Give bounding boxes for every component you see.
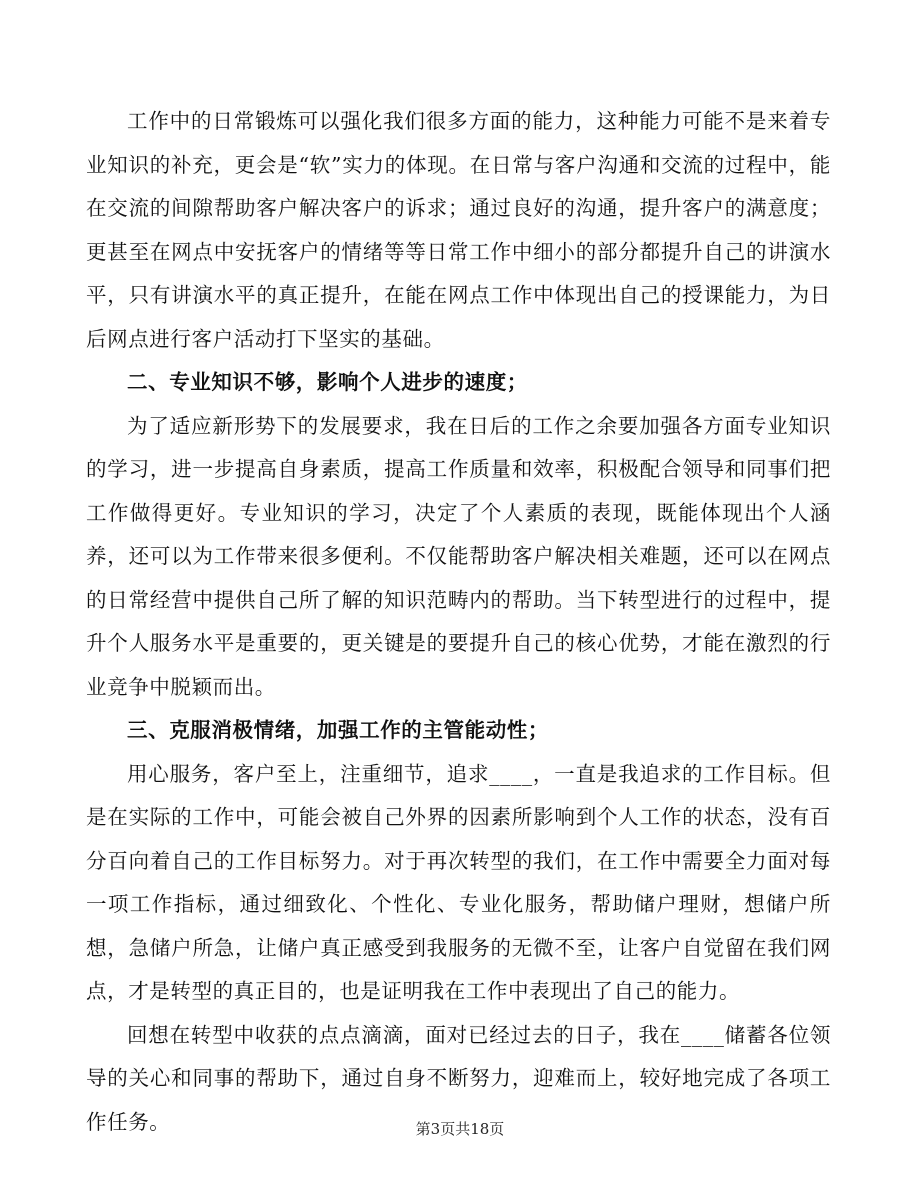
paragraph-reflection: 回想在转型中收获的点点滴滴，面对已经过去的日子，我在____储蓄各位领导的关心和同事的帮助下，通过自身不断努力，迎难而上，较好地完成了各项工作任务。 bbox=[86, 1022, 831, 1134]
section-heading-overcome-negativity: 三、克服消极情绪，加强工作的主管能动性； bbox=[127, 718, 549, 742]
paragraph-professional-knowledge: 为了适应新形势下的发展要求，我在日后的工作之余要加强各方面专业知识的学习，进一步提高自身素质，提高工作质量和效率，积极配合领导和同事们把工作做得更好。专业知识的学习，决定了个人素质的表现，既能体现出个人涵养，还可以为工作带来很多便利。不仅能帮助客户解决相关难题，还可以在网点的日常经营中提供自己所了解的知识范畴内的帮助。当下转型进行的过程中，提升个人服务水平是重要的，更关键是的要提升自己的核心优势，才能在激烈的行业竞争中脱颖而出。 bbox=[86, 413, 831, 699]
paragraph-customer-service: 用心服务，客户至上，注重细节，追求____，一直是我追求的工作目标。但是在实际的工作中，可能会被自己外界的因素所影响到个人工作的状态，没有百分百向着自己的工作目标努力。对于再次转型的我们，在工作中需要全力面对每一项工作指标，通过细致化、个性化、专业化服务，帮助储户理财，想储户所想，急储户所急，让储户真正感受到我服务的无微不至，让客户自觉留在我们网点，才是转型的真正目的，也是证明我在工作中表现出了自己的能力。 bbox=[86, 761, 831, 1003]
paragraph-daily-training: 工作中的日常锻炼可以强化我们很多方面的能力，这种能力可能不是来着专业知识的补充，更会是“软”实力的体现。在日常与客户沟通和交流的过程中，能在交流的间隙帮助客户解决客户的诉求；通过良好的沟通，提升客户的满意度；更甚至在网点中安抚客户的情绪等等日常工作中细小的部分都提升自己的讲演水平，只有讲演水平的真正提升，在能在网点工作中体现出自己的授课能力，为日后网点进行客户活动打下坚实的基础。 bbox=[86, 109, 831, 351]
document-body bbox=[86, 100, 831, 1144]
page-number-footer: 第3页共18页 bbox=[415, 1120, 505, 1138]
section-heading-professional-knowledge: 二、专业知识不够，影响个人进步的速度； bbox=[127, 370, 528, 394]
